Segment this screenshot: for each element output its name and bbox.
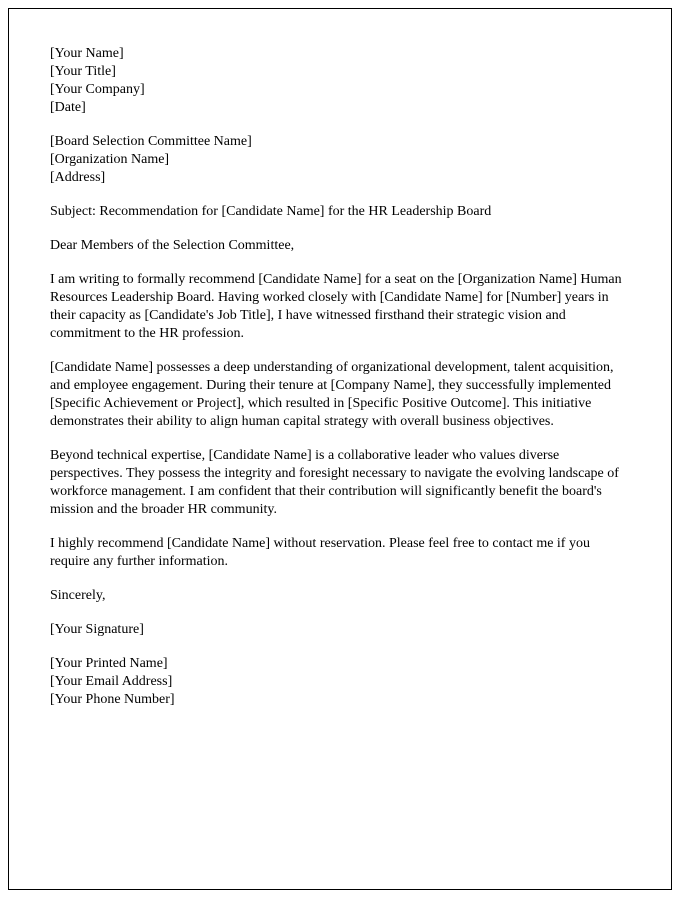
sender-company-line: [Your Company] — [50, 82, 145, 97]
recipient-committee-line: [Board Selection Committee Name] — [50, 134, 252, 149]
signature-line: [Your Signature] — [50, 622, 144, 637]
salutation: Dear Members of the Selection Committee, — [50, 238, 295, 253]
subject-line: Subject: Recommendation for [Candidate Name] for the HR Leadership Board — [50, 204, 492, 219]
recipient-address-line: [Address] — [50, 170, 106, 185]
sender-title-line: [Your Title] — [50, 64, 116, 79]
sender-block — [50, 45, 631, 117]
body-paragraph-2: [Candidate Name] possesses a deep understanding of organizational development, talent acquisition, and employee engagement. During their tenure at [Company Name], they successfully implemented [Specific Achievement or Project], which resulted in [Specific Positive Outcome]. This initiative demonstrates their ability to align human capital strategy with overall business objectives. — [50, 360, 614, 429]
date-line: [Date] — [50, 100, 86, 115]
recipient-block — [50, 133, 631, 187]
body-paragraph-1: I am writing to formally recommend [Candidate Name] for a seat on the [Organization Name] Human Resources Leadership Board. Having worked closely with [Candidate Name] for [Number] years in their capacity as [Candidate's Job Title], I have witnessed firsthand their strategic vision and commitment to the HR profession. — [50, 272, 622, 341]
printed-name-line: [Your Printed Name] — [50, 656, 168, 671]
phone-line: [Your Phone Number] — [50, 692, 175, 707]
body-paragraph-3: Beyond technical expertise, [Candidate Name] is a collaborative leader who values diverse perspectives. They possess the integrity and foresight necessary to navigate the evolving landscape of workforce management. I am confident that their contribution will significantly benefit the board's mission and the broader HR community. — [50, 448, 619, 517]
sender-name-line: [Your Name] — [50, 46, 124, 61]
closing: Sincerely, — [50, 588, 106, 603]
recipient-organization-line: [Organization Name] — [50, 152, 170, 167]
body-paragraph-4: I highly recommend [Candidate Name] without reservation. Please feel free to contact me if you require any further information. — [50, 536, 590, 569]
email-line: [Your Email Address] — [50, 674, 173, 689]
document-page — [8, 8, 672, 890]
contact-block — [50, 655, 631, 709]
